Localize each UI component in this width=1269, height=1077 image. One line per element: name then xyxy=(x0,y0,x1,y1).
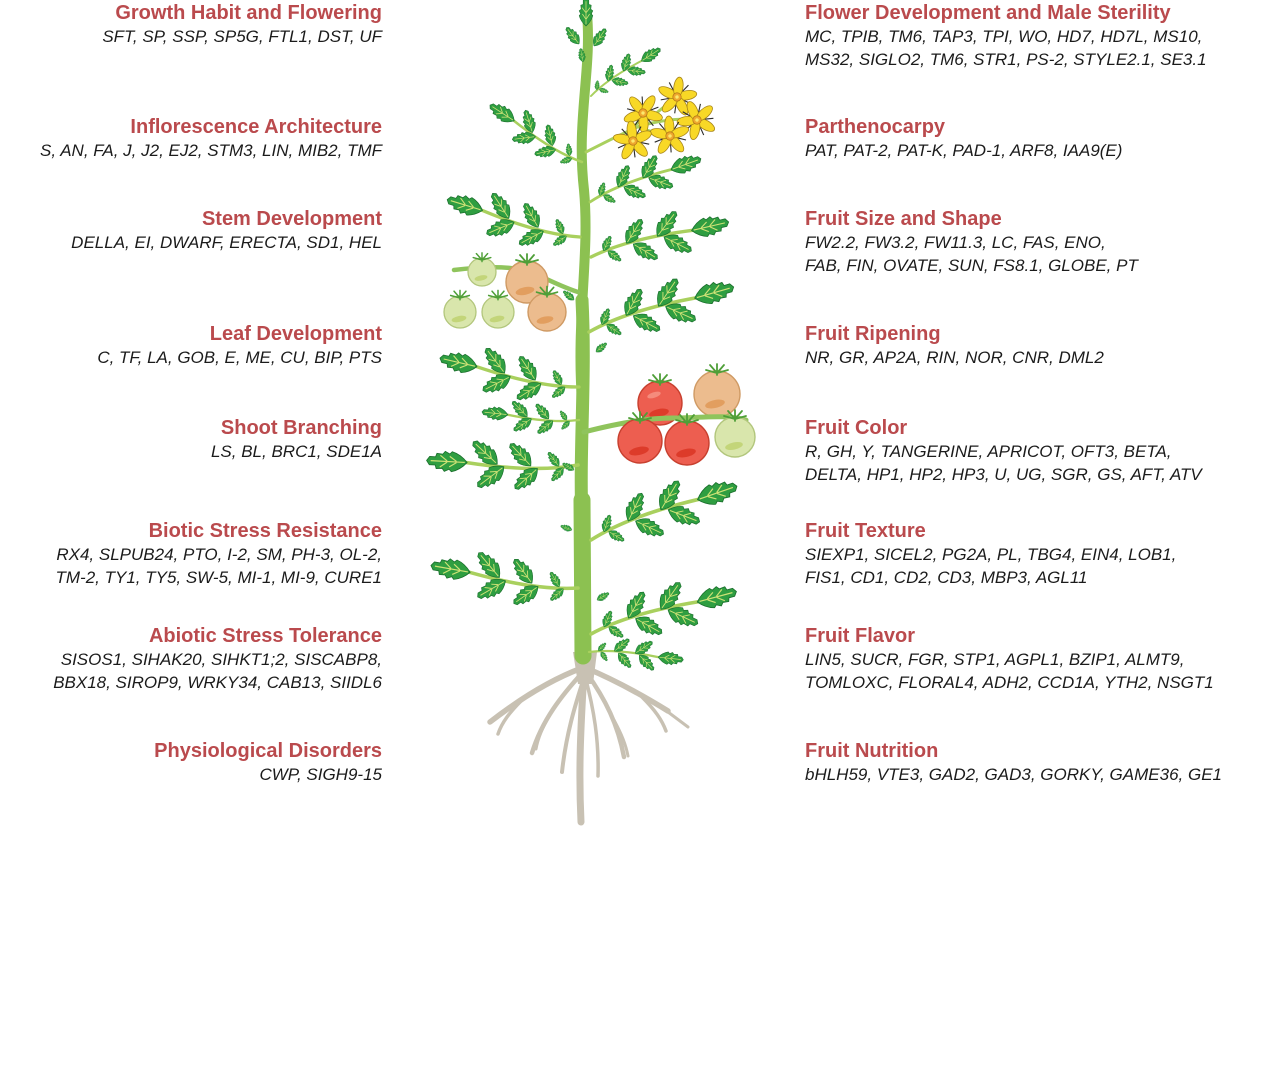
gene-list-line: SISOS1, SIHAK20, SIHKT1;2, SISCABP8, xyxy=(60,650,382,669)
tomato-plant-svg xyxy=(410,0,810,870)
category-fruit-size-shape xyxy=(805,208,1269,277)
category-title: Leaf Development xyxy=(209,323,382,345)
category-title: Parthenocarpy xyxy=(805,116,946,138)
tomato-plant-illustration xyxy=(410,0,810,870)
category-fruit-flavor xyxy=(805,625,1269,694)
left-column xyxy=(0,0,382,1077)
category-title: Fruit Nutrition xyxy=(805,740,939,762)
category-stem-development xyxy=(0,208,382,254)
category-physiological-disorders xyxy=(0,740,382,786)
gene-list-line: SIEXP1, SICEL2, PG2A, PL, TBG4, EIN4, LOB1, xyxy=(805,545,1177,564)
gene-list-line: MC, TPIB, TM6, TAP3, TPI, WO, HD7, HD7L, MS10, xyxy=(805,27,1203,46)
category-shoot-branching xyxy=(0,417,382,463)
main-stem xyxy=(580,14,588,656)
gene-list-line: MS32, SIGLO2, TM6, STR1, PS-2, STYLE2.1, SE3.1 xyxy=(805,50,1207,69)
gene-list-line: BBX18, SIROP9, WRKY34, CAB13, SIIDL6 xyxy=(53,673,382,692)
gene-list-line: S, AN, FA, J, J2, EJ2, STM3, LIN, MIB2, TMF xyxy=(40,141,382,160)
category-title: Growth Habit and Flowering xyxy=(115,2,382,24)
gene-list-line: C, TF, LA, GOB, E, ME, CU, BIP, PTS xyxy=(97,348,382,367)
right-fruit-truss xyxy=(584,364,755,465)
category-fruit-color xyxy=(805,417,1269,486)
category-title: Shoot Branching xyxy=(220,417,382,439)
category-title: Stem Development xyxy=(201,208,382,230)
category-title: Inflorescence Architecture xyxy=(130,116,382,138)
category-title: Physiological Disorders xyxy=(154,740,382,762)
category-inflorescence xyxy=(0,116,382,162)
roots xyxy=(490,652,688,822)
tomato-green xyxy=(482,290,514,328)
gene-list-line: FW2.2, FW3.2, FW11.3, LC, FAS, ENO, xyxy=(805,233,1106,252)
category-title: Biotic Stress Resistance xyxy=(148,520,382,542)
right-column xyxy=(805,0,1269,1077)
gene-list-line: NR, GR, AP2A, RIN, NOR, CNR, DML2 xyxy=(805,348,1104,367)
gene-list-line: TOMLOXC, FLORAL4, ADH2, CCD1A, YTH2, NSGT1 xyxy=(805,673,1214,692)
category-biotic-stress xyxy=(0,520,382,589)
gene-list-line: TM-2, TY1, TY5, SW-5, MI-1, MI-9, CURE1 xyxy=(55,568,382,587)
gene-list-line: LIN5, SUCR, FGR, STP1, AGPL1, BZIP1, ALMT9, xyxy=(805,650,1185,669)
gene-list-line: SFT, SP, SSP, SP5G, FTL1, DST, UF xyxy=(102,27,382,46)
category-fruit-texture xyxy=(805,520,1269,589)
gene-list-line: PAT, PAT-2, PAT-K, PAD-1, ARF8, IAA9(E) xyxy=(805,141,1123,160)
gene-list-line: bHLH59, VTE3, GAD2, GAD3, GORKY, GAME36, GE1 xyxy=(805,765,1222,784)
gene-list-line: CWP, SIGH9-15 xyxy=(259,765,382,784)
gene-list-line: RX4, SLPUB24, PTO, I-2, SM, PH-3, OL-2, xyxy=(56,545,382,564)
category-flower-development xyxy=(805,2,1269,71)
tomato-green xyxy=(444,290,476,328)
category-abiotic-stress xyxy=(0,625,382,694)
category-title: Fruit Ripening xyxy=(805,323,941,345)
category-title: Abiotic Stress Tolerance xyxy=(148,625,382,647)
category-title: Fruit Flavor xyxy=(805,625,916,647)
flower-cluster xyxy=(586,73,725,167)
tomato-green xyxy=(468,253,496,286)
gene-list-line: DELTA, HP1, HP2, HP3, U, UG, SGR, GS, AFT, ATV xyxy=(805,465,1202,484)
category-growth-habit xyxy=(0,2,382,48)
category-parthenocarpy xyxy=(805,116,1269,162)
category-title: Fruit Size and Shape xyxy=(805,208,1002,230)
category-title: Fruit Texture xyxy=(805,520,926,542)
tomato-orange xyxy=(694,364,740,417)
category-title: Fruit Color xyxy=(805,417,908,439)
category-fruit-ripening xyxy=(805,323,1269,369)
category-fruit-nutrition xyxy=(805,740,1269,786)
gene-list-line: R, GH, Y, TANGERINE, APRICOT, OFT3, BETA, xyxy=(805,442,1172,461)
gene-list-line: FAB, FIN, OVATE, SUN, FS8.1, GLOBE, PT xyxy=(805,256,1138,275)
gene-list-line: FIS1, CD1, CD2, CD3, MBP3, AGL11 xyxy=(805,568,1088,587)
category-title: Flower Development and Male Sterility xyxy=(805,2,1171,24)
gene-list-line: LS, BL, BRC1, SDE1A xyxy=(210,442,382,461)
left-fruit-truss xyxy=(444,253,578,331)
category-leaf-development xyxy=(0,323,382,369)
gene-list-line: DELLA, EI, DWARF, ERECTA, SD1, HEL xyxy=(71,233,382,252)
